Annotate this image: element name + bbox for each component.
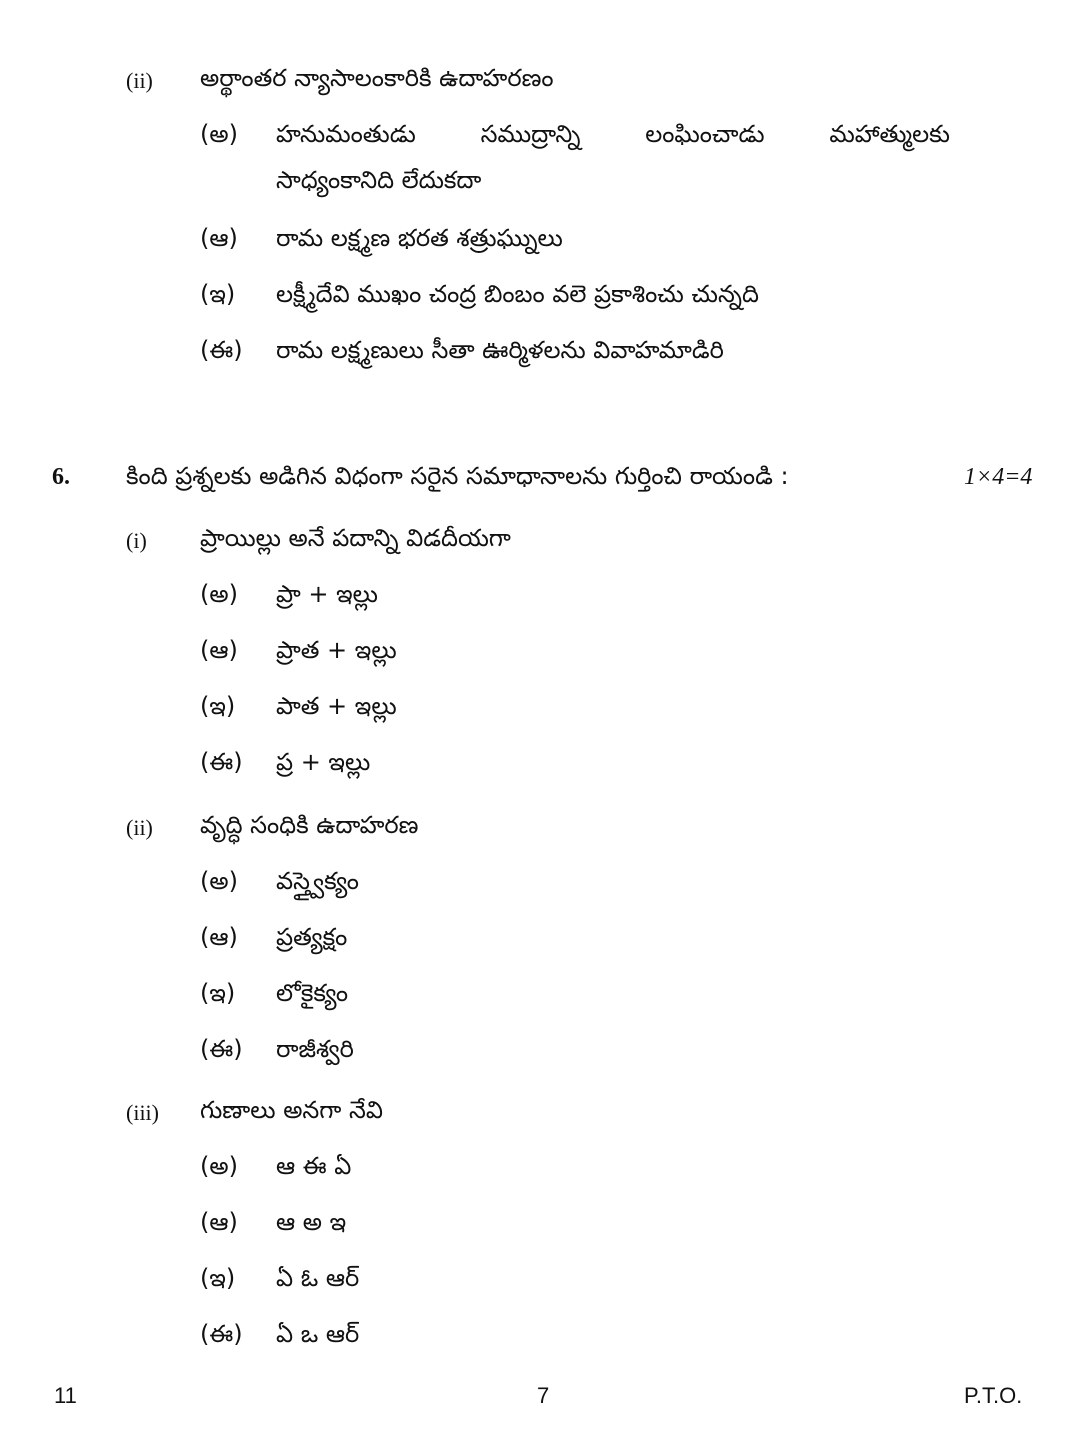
option-text: రామ లక్ష్మణ భరత శత్రుఘ్నులు [276,224,563,252]
page-number: 7 [537,1383,550,1408]
option-text: లోకైక్యం [276,979,349,1007]
option-text-continued: సాధ్యంకానిది లేదుకదా [276,166,482,194]
option-text: ఆ ఈ ఏ [276,1152,352,1180]
option-text: రాజీశ్వరి [276,1035,354,1063]
option-word: లంఘించాడు [645,120,765,148]
option-label: (ఇ) [200,692,236,720]
option-label: (అ) [200,580,238,608]
part-roman: (ii) [126,815,153,840]
question-text: కింది ప్రశ్నలకు అడిగిన విధంగా సరైన సమాధానాలను గుర్తించి రాయండి : [126,462,789,490]
option-label: (ఇ) [200,979,236,1007]
option-word: హనుమంతుడు [276,120,416,148]
part-stem: ప్రాయిల్లు అనే పదాన్ని విడదీయగా [200,524,511,552]
paper-code: 11 [54,1383,77,1408]
option-word: సముద్రాన్ని [480,120,581,148]
pto-note: P.T.O. [964,1383,1023,1408]
option-label: (ఆ) [200,636,238,664]
option-text: ఏ ఒ ఆర్ [276,1320,360,1348]
option-label: (అ) [200,867,238,895]
option-label: (ఈ) [200,1320,243,1348]
option-text: లక్ష్మీదేవి ముఖం చంద్ర బింబం వలె ప్రకాశించు చున్నది [276,280,759,308]
part-roman: (iii) [126,1100,159,1125]
option-label: (ఆ) [200,923,238,951]
option-label: (ఇ) [200,280,236,308]
option-text: ఆ అ ఇ [276,1208,347,1236]
part-stem: గుణాలు అనగా నేవి [200,1096,383,1124]
option-label: (ఈ) [200,748,243,776]
option-text: ప్ర + ఇల్లు [276,748,371,776]
option-text [276,120,950,154]
option-text: ఏ ఓ ఆర్ [276,1264,360,1292]
option-label: (ఆ) [200,1208,238,1236]
option-label: (ఈ) [200,1035,243,1063]
question-number: 6. [52,464,70,490]
part-roman-ii-prev: (ii) [126,68,153,93]
option-label: (అ) [200,120,238,148]
option-label: (ఈ) [200,336,243,364]
option-text: పాత + ఇల్లు [276,692,397,720]
option-text: వస్త్వైక్యం [276,867,359,895]
marks-allocation: 1×4=4 [964,464,1033,490]
option-label: (ఆ) [200,224,238,252]
question-stem: అర్థాంతర న్యాసాలంకారికి ఉదాహరణం [200,64,554,92]
option-label: (అ) [200,1152,238,1180]
option-label: (ఇ) [200,1264,236,1292]
option-text: ప్రాత + ఇల్లు [276,636,397,664]
option-text: ప్రత్యక్షం [276,923,348,951]
option-word: మహాత్ములకు [829,120,950,148]
part-roman: (i) [126,528,147,553]
option-text: ప్రా + ఇల్లు [276,580,378,608]
part-stem: వృద్ధి సంధికి ఉదాహరణ [200,811,419,839]
option-text: రామ లక్ష్మణులు సీతా ఊర్మిళలను వివాహమాడిరి [276,336,724,364]
